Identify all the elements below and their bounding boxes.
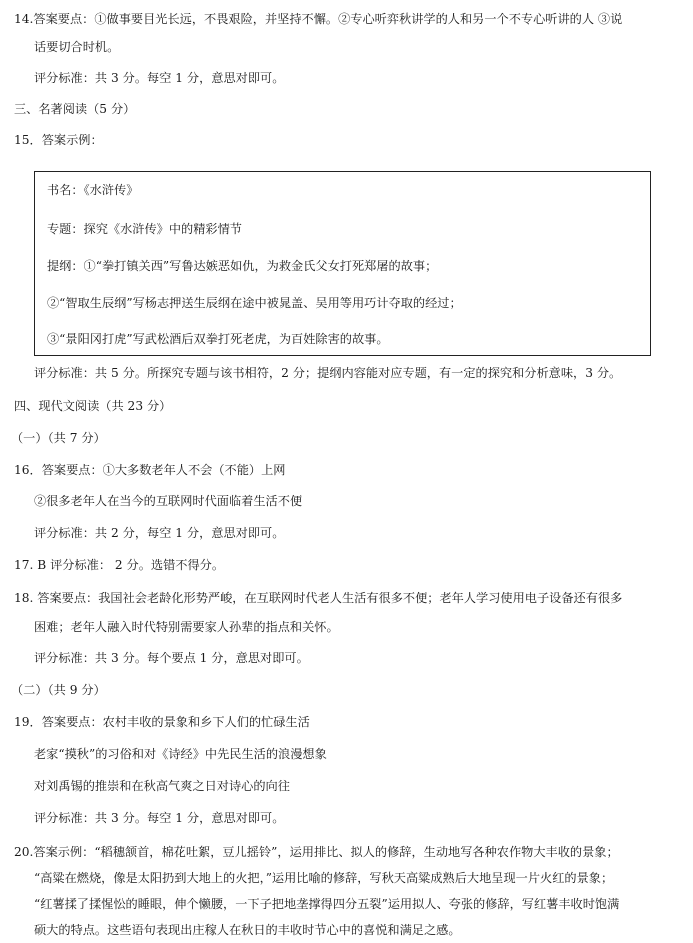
q18-answer-line1: 18. 答案要点：我国社会老龄化形势严峻，在互联网时代老人生活有很多不便；老年人学习使用电子设备还有很多	[14, 591, 623, 605]
q19-answer-1: 19．答案要点：农村丰收的景象和乡下人们的忙碌生活	[14, 715, 310, 729]
section-heading-classics: 三、名著阅读（5 分）	[14, 102, 136, 116]
q15-scoring: 评分标准：共 5 分。所探究专题与该书相符，2 分；提纲内容能对应专题，有一定的探究和分析意味，3 分。	[34, 366, 622, 380]
q14-answer-line1: 14.答案要点：①做事要目光长远，不畏艰险，并坚持不懈。②专心听弈秋讲学的人和另一个不专心听讲的人 ③说	[14, 12, 623, 26]
q14-answer-line2: 话要切合时机。	[34, 40, 120, 54]
q15-outline-2: ②“智取生辰纲”写杨志押送生辰纲在途中被晁盖、吴用等用巧计夺取的经过；	[47, 296, 462, 310]
q16-scoring: 评分标准：共 2 分，每空 1 分，意思对即可。	[34, 526, 285, 540]
q18-scoring: 评分标准：共 3 分。每个要点 1 分，意思对即可。	[34, 651, 309, 665]
subsection-one: （一）（共 7 分）	[11, 431, 106, 445]
q19-scoring: 评分标准：共 3 分。每空 1 分，意思对即可。	[34, 811, 285, 825]
q16-answer-1: 16．答案要点：①大多数老年人不会（不能）上网	[14, 463, 286, 477]
q20-answer-line3: “红薯揉了揉惺忪的睡眼，伸个懒腰，一下子把地垄撑得四分五裂”运用拟人、夸张的修辞，写红薯丰收时饱满	[34, 897, 620, 911]
q15-topic: 专题：探究《水浒传》中的精彩情节	[47, 222, 242, 236]
q15-book-title: 书名：《水浒传》	[47, 183, 139, 197]
q19-answer-3: 对刘禹锡的推崇和在秋高气爽之日对诗心的向往	[34, 779, 290, 793]
q16-answer-2: ②很多老年人在当今的互联网时代面临着生活不便	[34, 494, 303, 508]
q20-answer-line1: 20.答案示例：“稻穗颔首，棉花吐絮，豆儿摇铃”，运用排比、拟人的修辞，生动地写各种农作物大丰收的景象；	[14, 845, 619, 859]
q20-answer-line2: “高粱在燃烧，像是太阳扔到大地上的火把，”运用比喻的修辞，写秋天高粱成熟后大地呈现一片火红的景象；	[34, 871, 614, 885]
q18-answer-line2: 困难；老年人融入时代特别需要家人孙辈的指点和关怀。	[34, 620, 339, 634]
q20-answer-line4: 硕大的特点。这些语句表现出庄稼人在秋日的丰收时节心中的喜悦和满足之感。	[34, 923, 461, 937]
q15-outline-1: 提纲：①“拳打镇关西”写鲁达嫉恶如仇，为救金氏父女打死郑屠的故事；	[47, 259, 438, 273]
q17-answer: 17. B 评分标准： 2 分。选错不得分。	[14, 558, 225, 572]
section-heading-modern-reading: 四、现代文阅读（共 23 分）	[14, 399, 172, 413]
q14-scoring: 评分标准：共 3 分。每空 1 分，意思对即可。	[34, 71, 285, 85]
q19-answer-2: 老家“摸秋”的习俗和对《诗经》中先民生活的浪漫想象	[34, 747, 327, 761]
subsection-two: （二）（共 9 分）	[11, 683, 106, 697]
q15-outline-3: ③“景阳冈打虎”写武松酒后双拳打死老虎，为百姓除害的故事。	[47, 332, 389, 346]
q15-label: 15．答案示例：	[14, 133, 103, 147]
